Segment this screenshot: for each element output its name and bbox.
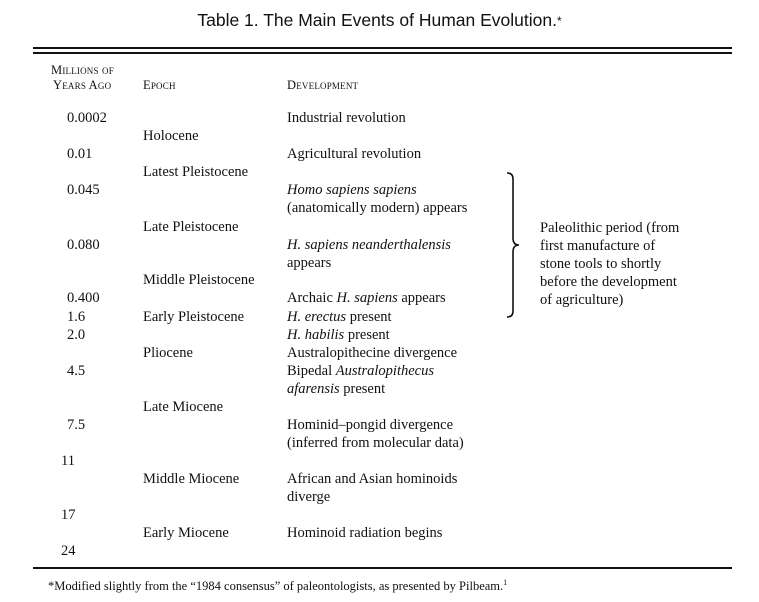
epoch-cell: Latest Pleistocene [143,164,249,180]
footnote-marker: * [556,14,562,28]
year-cell: 4.5 [67,363,86,379]
development-cell [287,309,392,326]
paleolithic-note [540,219,679,309]
text-part: Archaic [287,290,337,306]
epoch-cell: Middle Miocene [143,471,240,487]
development-cell [287,290,446,307]
development-cell [287,327,390,344]
text-part: present [339,381,386,397]
paleolithic-note-line: Paleolithic period (from [540,220,680,236]
year-cell: 1.6 [67,309,86,325]
development-cell: Industrial revolution [287,110,406,126]
table-title [0,10,759,31]
year-cell: 11 [61,453,75,469]
species-name: H. erectus [287,309,347,325]
development-cell: appears [287,255,332,271]
epoch-cell: Late Pleistocene [143,219,239,235]
development-cell: Agricultural revolution [287,146,422,162]
header-years-line1: Millions of [51,63,114,77]
year-cell: 0.400 [67,290,100,306]
development-cell [287,237,451,254]
paleolithic-note-line: of agriculture) [540,292,624,308]
header-development: Development [287,78,359,92]
year-cell: 24 [61,543,76,559]
year-cell: 0.045 [67,182,100,198]
year-cell: 7.5 [67,417,86,433]
development-cell: African and Asian hominoids [287,471,458,487]
top-rule [33,47,732,49]
development-cell: diverge [287,489,331,505]
text-part: present [346,309,392,325]
footnote-reference: 1 [503,578,508,587]
top-rule-secondary [33,52,732,54]
paleolithic-note-line: stone tools to shortly [540,256,662,272]
species-name: H. sapiens [336,290,398,306]
table-title-text: Table 1. The Main Events of Human Evolution. [197,10,557,30]
species-name: H. habilis [287,327,345,343]
development-cell [287,381,385,398]
year-cell: 17 [61,507,76,523]
text-part: present [344,327,390,343]
epoch-cell: Late Miocene [143,399,224,415]
development-cell: Hominid–pongid divergence [287,417,454,433]
species-name: afarensis [287,381,340,397]
footnote [48,578,507,594]
year-cell: 2.0 [67,327,86,343]
epoch-cell: Early Miocene [143,525,229,541]
development-cell [287,363,434,380]
development-cell: (anatomically modern) appears [287,200,468,216]
development-cell [287,182,417,199]
paleolithic-note-line: first manufacture of [540,238,656,254]
year-cell: 0.0002 [67,110,107,126]
epoch-cell: Middle Pleistocene [143,272,255,288]
development-cell: Hominoid radiation begins [287,525,443,541]
curly-brace-icon [505,172,525,318]
year-cell: 0.01 [67,146,93,162]
header-years-line2: Years Ago [53,78,112,92]
species-name: H. sapiens neanderthalensis [287,237,451,253]
epoch-cell: Holocene [143,128,199,144]
footnote-text: *Modified slightly from the “1984 consensus” of paleontologists, as presented by Pilbeam. [48,579,504,593]
header-epoch: Epoch [143,78,176,92]
year-cell: 0.080 [67,237,100,253]
text-part: Bipedal [287,363,336,379]
development-cell: Australopithecine divergence [287,345,458,361]
epoch-cell: Pliocene [143,345,193,361]
species-name: Homo sapiens sapiens [287,182,417,198]
species-name: Australopithecus [335,363,435,379]
bottom-rule [33,567,732,569]
text-part: appears [397,290,446,306]
development-cell: (inferred from molecular data) [287,435,464,451]
epoch-cell: Early Pleistocene [143,309,245,325]
paleolithic-note-line: before the development [540,274,677,290]
